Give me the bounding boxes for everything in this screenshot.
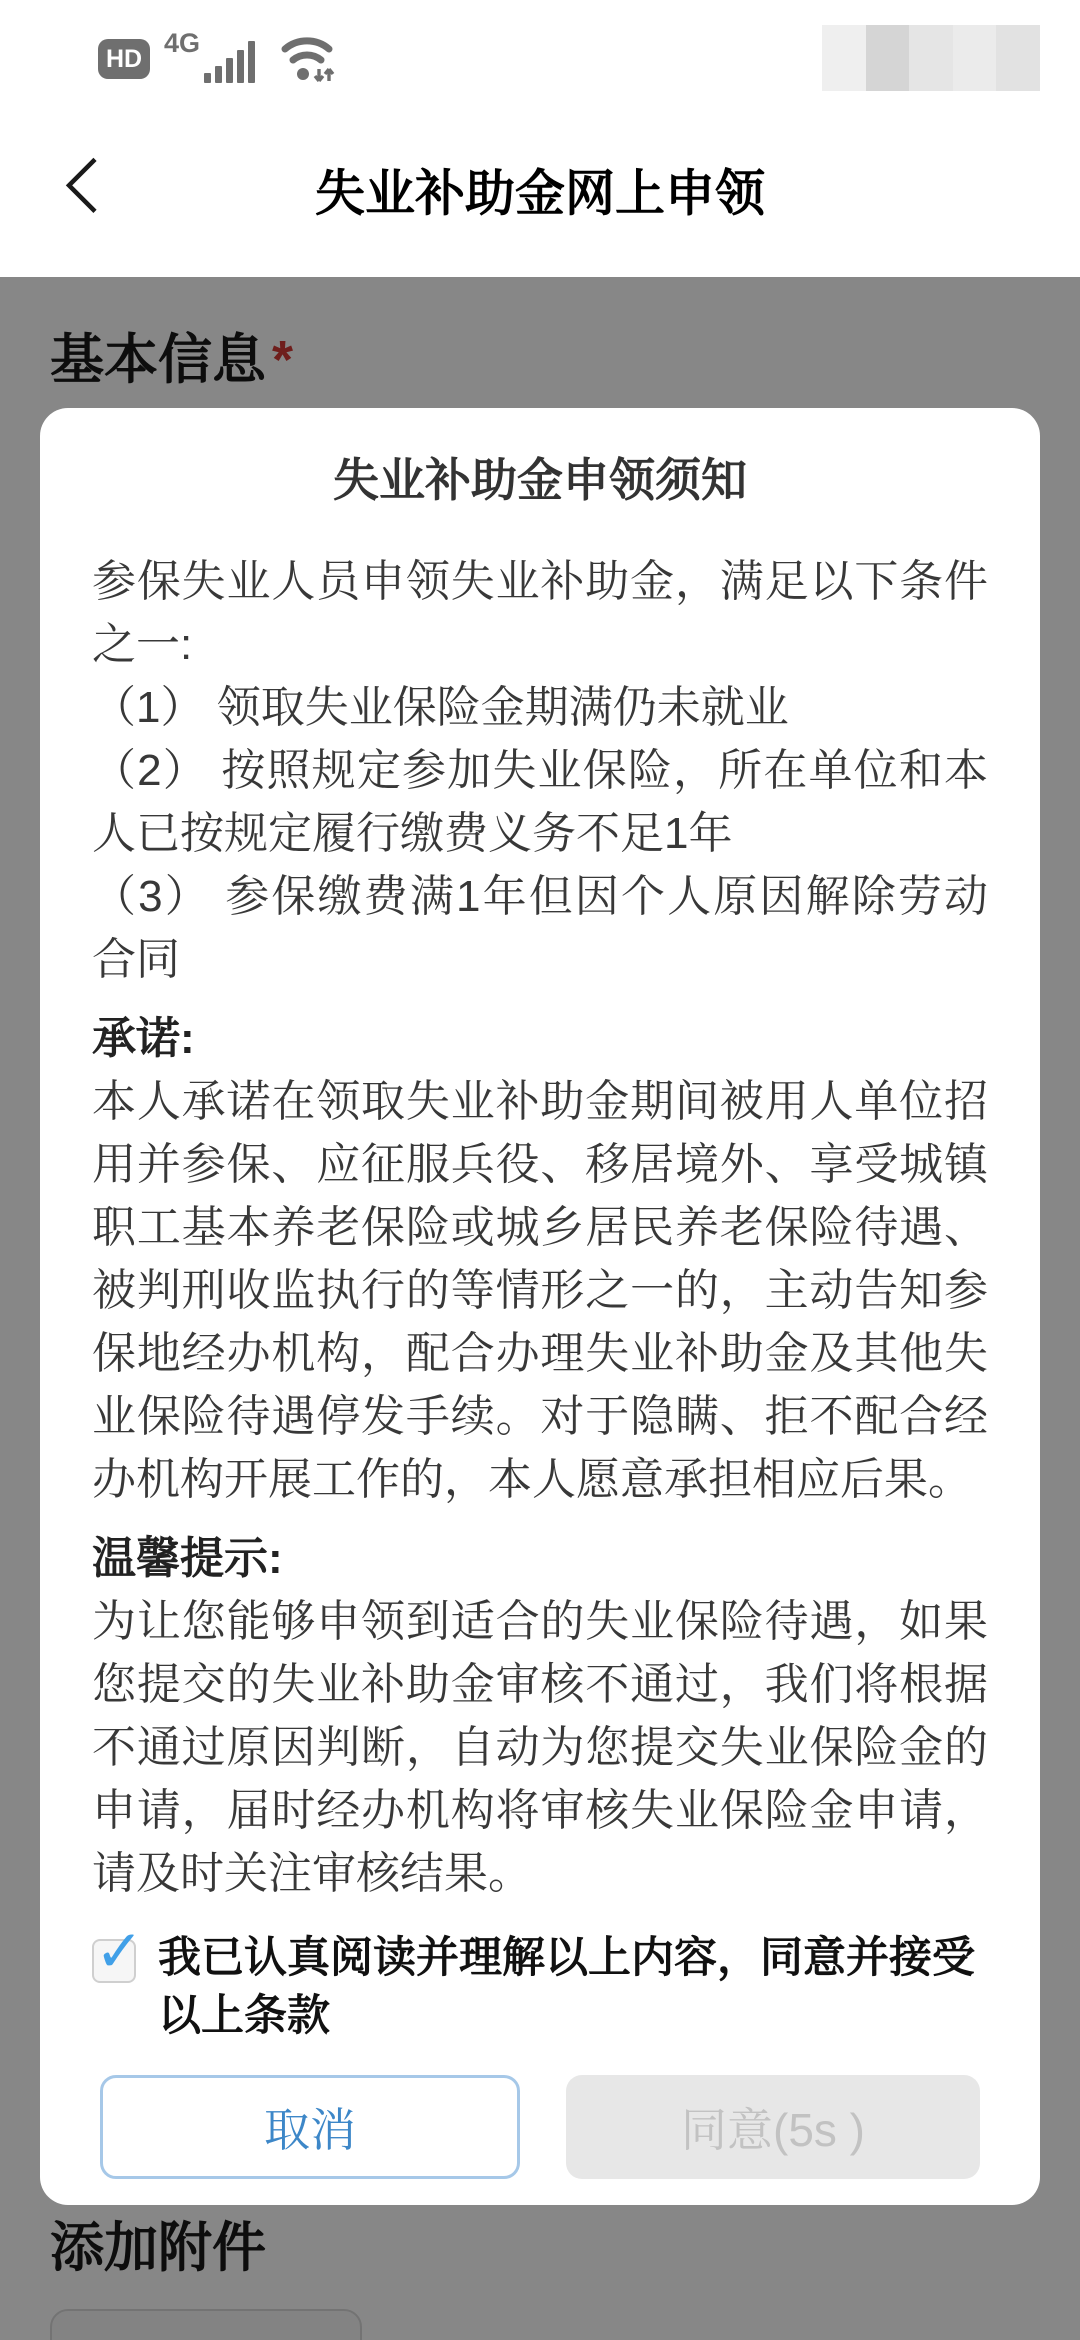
promise-heading: 承诺:	[92, 1014, 195, 1063]
notice-intro-and-conditions	[92, 550, 988, 991]
status-bar	[0, 0, 1080, 110]
checkmark-icon: ✓	[95, 1919, 144, 1984]
condition-item-3: （3） 参保缴费满1年但因个人原因解除劳动合同	[92, 872, 988, 984]
cellular-cluster	[164, 28, 255, 83]
agree-checkbox-label[interactable]: 我已认真阅读并理解以上内容，同意并接受以上条款	[158, 1934, 975, 2040]
tips-heading: 温馨提示:	[92, 1534, 283, 1583]
section-title-text: 基本信息	[50, 330, 266, 390]
network-type-label: 4G	[164, 28, 201, 58]
notice-intro: 参保失业人员申领失业补助金，满足以下条件之一:	[92, 557, 988, 669]
dialog-buttons	[92, 2075, 988, 2179]
condition-item-2: （2） 按照规定参加失业保险，所在单位和本人已按规定履行缴费义务不足1年	[92, 746, 988, 858]
signal-bars-icon	[204, 37, 255, 83]
agree-checkbox[interactable]	[92, 1919, 144, 1984]
promise-body: 本人承诺在领取失业补助金期间被用人单位招用并参保、应征服兵役、移居境外、享受城镇职工基本养老保险或城乡居民养老保险待遇、被判刑收监执行的等情形之一的，主动告知参保地经办机构，配合办理失业补助金及其他失业保险待遇停发手续。对于隐瞒、拒不配合经办机构开展工作的，本人愿意承担相应后果。	[92, 1077, 988, 1504]
tips-body: 为让您能够申领到适合的失业保险待遇，如果您提交的失业补助金审核不通过，我们将根据不通过原因判断，自动为您提交失业保险金的申请，届时经办机构将审核失业保险金申请，请及时关注审核结果。	[92, 1597, 988, 1898]
nav-bar	[0, 110, 1080, 277]
required-asterisk: *	[272, 330, 294, 390]
notice-dialog	[40, 408, 1040, 2205]
agree-countdown-button[interactable]: 同意(5s )	[566, 2075, 980, 2179]
dialog-title: 失业补助金申领须知	[333, 454, 747, 506]
cancel-button[interactable]: 取消	[100, 2075, 520, 2179]
agreement-row	[92, 1919, 988, 2045]
hd-icon: HD	[98, 39, 150, 79]
wifi-icon	[279, 31, 341, 83]
condition-item-1: （1） 领取失业保险金期满仍未就业	[92, 683, 789, 732]
redacted-status-area	[822, 25, 1040, 91]
page-title: 失业补助金网上申领	[315, 165, 765, 222]
section-attachment-title: 添加附件	[50, 2218, 266, 2278]
status-icons	[98, 27, 341, 83]
